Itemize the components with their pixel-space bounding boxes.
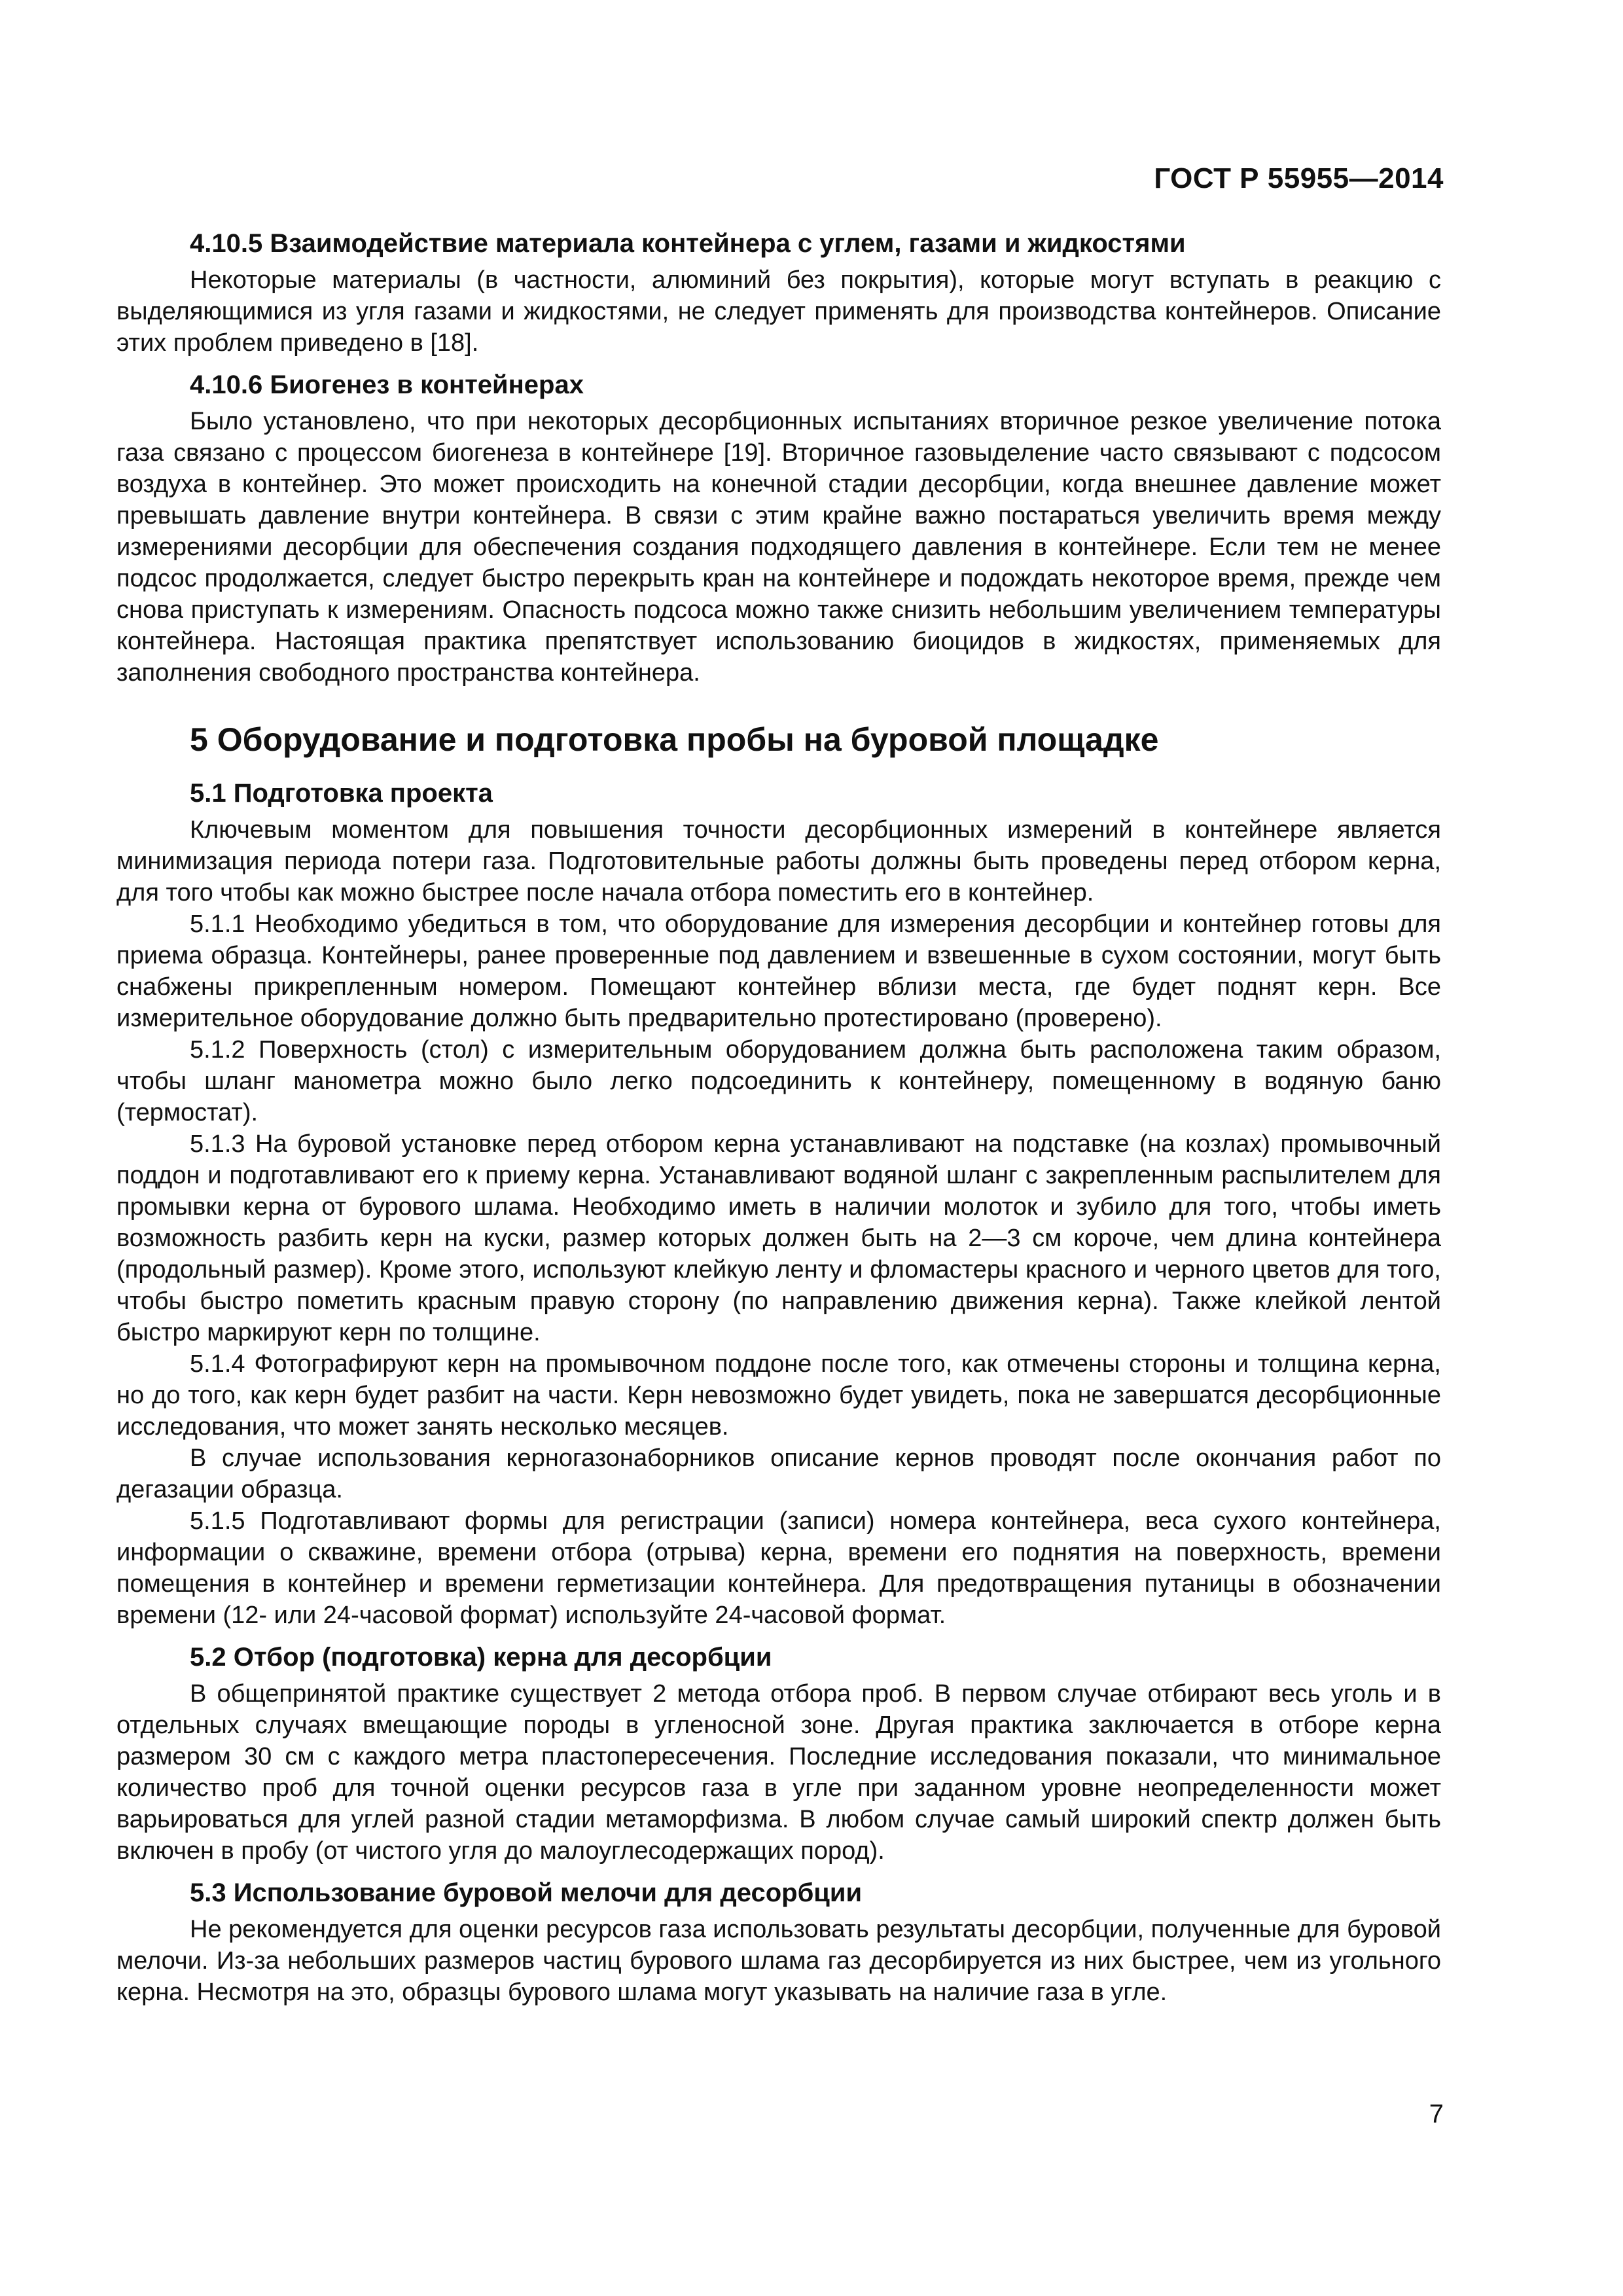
section-5-3-paragraph: Не рекомендуется для оценки ресурсов газа использовать результаты десорбции, полученные для буровой мелочи. Из-за небольших размеров частиц бурового шлама газ десорбируется из них быстрее, чем из угольного керна. Несмотря на это, образцы бурового шлама могут указывать на наличие газа в угле. [116,1916,1441,2006]
chapter-5-heading: 5 Оборудование и подготовка пробы на буровой площадке [190,721,1159,758]
section-5-1-paragraph: Ключевым моментом для повышения точности десорбционных измерений в контейнере является минимизация периода потери газа. Подготовительные работы должны быть проведены перед отбором керна, для того чтобы как можно быстрее после начала отбора поместить его в контейнер. [116,816,1441,906]
section-5-1-heading: 5.1 Подготовка проекта [190,779,493,808]
clause-5-1-4-note: В случае использования керногазонаборников описание кернов проводят после окончания работ по дегазации образца. [116,1444,1441,1503]
section-4-10-5-heading: 4.10.5 Взаимодействие материала контейнера с углем, газами и жидкостями [190,229,1186,258]
page-content [116,228,1441,2008]
section-4-10-6-paragraph: Было установлено, что при некоторых десорбционных испытаниях вторичное резкое увеличение потока газа связано с процессом биогенеза в контейнере [19]. Вторичное газовыделение часто связывают с подсосом воздуха в контейнер. Это может происходить на конечной стадии десорбции, когда внешнее давление может превышать давление внутри контейнера. В связи с этим крайне важно постараться увеличить время между измерениями десорбции для обеспечения создания подходящего давления в контейнере. Если тем не менее подсос продолжается, следует быстро перекрыть кран на контейнере и подождать некоторое время, прежде чем снова приступать к измерениям. Опасность подсоса можно также снизить небольшим увеличением температуры контейнера. Настоящая практика препятствует использованию биоцидов в жидкостях, применяемых для заполнения свободного пространства контейнера. [116,408,1441,687]
section-4-10-6-heading: 4.10.6 Биогенез в контейнерах [190,370,584,399]
section-4-10-5-paragraph: Некоторые материалы (в частности, алюминий без покрытия), которые могут вступать в реакцию с выделяющимися из угля газами и жидкостями, не следует применять для производства контейнеров. Описание этих проблем приведено в [18]. [116,266,1441,357]
section-5-3-heading: 5.3 Использование буровой мелочи для десорбции [190,1878,863,1907]
section-5-2-heading: 5.2 Отбор (подготовка) керна для десорбции [190,1643,772,1672]
clause-5-1-2: 5.1.2 Поверхность (стол) с измерительным оборудованием должна быть расположена таким образом, чтобы шланг манометра можно было легко подсоединить к контейнеру, помещенному в водяную баню (термостат). [116,1036,1441,1126]
page-number: 7 [1429,2100,1444,2128]
clause-5-1-3: 5.1.3 На буровой установке перед отбором керна устанавливают на подставке (на козлах) промывочный поддон и подготавливают его к приему керна. Устанавливают водяной шланг с закрепленным распылителем для промывки керна от бурового шлама. Необходимо иметь в наличии молоток и зубило для того, чтобы иметь возможность разбить керн на куски, размер которых должен быть на 2—3 см короче, чем длина контейнера (продольный размер). Кроме этого, используют клейкую ленту и фломастеры красного и черного цветов для того, чтобы быстро пометить красным правую сторону (по направлению движения керна). Также клейкой лентой быстро маркируют керн по толщине. [116,1130,1441,1346]
clause-5-1-5: 5.1.5 Подготавливают формы для регистрации (записи) номера контейнера, веса сухого контейнера, информации о скважине, времени отбора (отрыва) керна, времени его поднятия на поверхность, времени помещения в контейнер и времени герметизации контейнера. Для предотвращения путаницы в обозначении времени (12- или 24-часовой формат) используйте 24-часовой формат. [116,1507,1441,1629]
clause-5-1-1: 5.1.1 Необходимо убедиться в том, что оборудование для измерения десорбции и контейнер готовы для приема образца. Контейнеры, ранее проверенные под давлением и взвешенные в сухом состоянии, могут быть снабжены прикрепленным номером. Помещают контейнер вблизи места, где будет поднят керн. Все измерительное оборудование должно быть предварительно протестировано (проверено). [116,910,1441,1032]
running-header-doc-id: ГОСТ Р 55955—2014 [1154,162,1444,194]
clause-5-1-4: 5.1.4 Фотографируют керн на промывочном поддоне после того, как отмечены стороны и толщина керна, но до того, как керн будет разбит на части. Керн невозможно будет увидеть, пока не завершатся десорбционные исследования, что может занять несколько месяцев. [116,1350,1441,1441]
section-5-2-paragraph: В общепринятой практике существует 2 метода отбора проб. В первом случае отбирают весь уголь и в отдельных случаях вмещающие породы в угленосной зоне. Другая практика заключается в отборе керна размером 30 см с каждого метра пластопересечения. Последние исследования показали, что минимальное количество проб для точной оценки ресурсов газа в угле при заданном уровне неопределенности может варьироваться для углей разной стадии метаморфизма. В любом случае самый широкий спектр должен быть включен в пробу (от чистого угля до малоуглесодержащих пород). [116,1680,1441,1865]
